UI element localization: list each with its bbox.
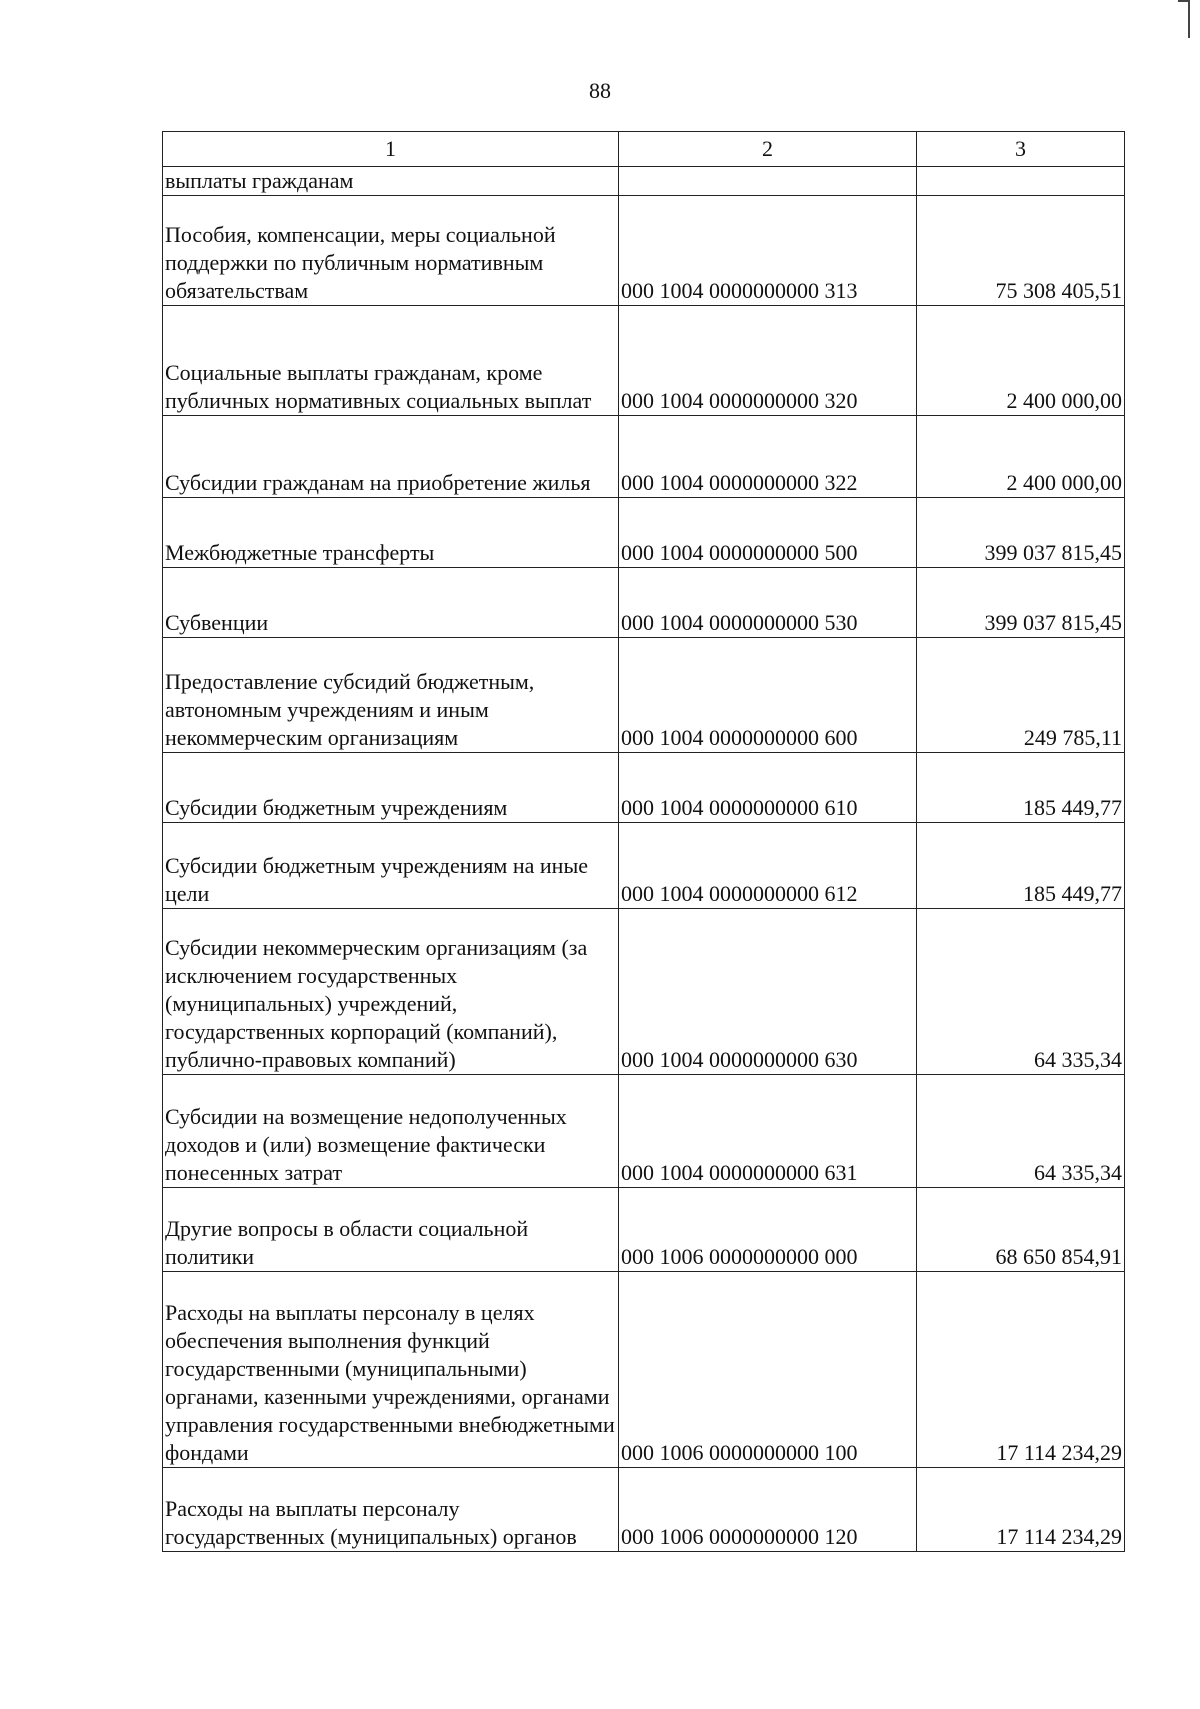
row-code: 000 1004 0000000000 313 bbox=[619, 196, 917, 306]
table-row bbox=[163, 1188, 1125, 1272]
row-name: Субвенции bbox=[163, 568, 619, 638]
row-code: 000 1004 0000000000 500 bbox=[619, 498, 917, 568]
row-code: 000 1004 0000000000 320 bbox=[619, 306, 917, 416]
row-name: Субсидии бюджетным учреждениям на иные цели bbox=[163, 823, 619, 909]
table-row bbox=[163, 498, 1125, 568]
row-code: 000 1004 0000000000 322 bbox=[619, 416, 917, 498]
table-row bbox=[163, 753, 1125, 823]
row-amount bbox=[917, 167, 1125, 196]
table-row bbox=[163, 167, 1125, 196]
column-header-name: 1 bbox=[163, 132, 619, 167]
table-row bbox=[163, 1075, 1125, 1188]
row-name: Предоставление субсидий бюджетным, автономным учреждениям и иным некоммерческим организациям bbox=[163, 638, 619, 753]
row-code: 000 1006 0000000000 000 bbox=[619, 1188, 917, 1272]
row-name: выплаты гражданам bbox=[163, 167, 619, 196]
row-amount: 2 400 000,00 bbox=[917, 416, 1125, 498]
row-name: Субсидии некоммерческим организациям (за исключением государственных (муниципальных) учреждений, государственных корпораций (компаний), публично-правовых компаний) bbox=[163, 909, 619, 1075]
table-row bbox=[163, 1468, 1125, 1552]
row-amount: 17 114 234,29 bbox=[917, 1272, 1125, 1468]
row-code: 000 1004 0000000000 630 bbox=[619, 909, 917, 1075]
row-name: Субсидии гражданам на приобретение жилья bbox=[163, 416, 619, 498]
row-amount: 399 037 815,45 bbox=[917, 498, 1125, 568]
table-row bbox=[163, 568, 1125, 638]
row-code: 000 1004 0000000000 631 bbox=[619, 1075, 917, 1188]
row-amount: 2 400 000,00 bbox=[917, 306, 1125, 416]
row-code: 000 1006 0000000000 100 bbox=[619, 1272, 917, 1468]
row-code bbox=[619, 167, 917, 196]
row-amount: 75 308 405,51 bbox=[917, 196, 1125, 306]
row-amount: 249 785,11 bbox=[917, 638, 1125, 753]
table-row bbox=[163, 638, 1125, 753]
row-amount: 68 650 854,91 bbox=[917, 1188, 1125, 1272]
row-amount: 185 449,77 bbox=[917, 753, 1125, 823]
row-code: 000 1004 0000000000 612 bbox=[619, 823, 917, 909]
column-header-amount: 3 bbox=[917, 132, 1125, 167]
row-code: 000 1004 0000000000 600 bbox=[619, 638, 917, 753]
table-row bbox=[163, 416, 1125, 498]
row-code: 000 1006 0000000000 120 bbox=[619, 1468, 917, 1552]
table-row bbox=[163, 196, 1125, 306]
row-amount: 185 449,77 bbox=[917, 823, 1125, 909]
row-code: 000 1004 0000000000 610 bbox=[619, 753, 917, 823]
row-amount: 17 114 234,29 bbox=[917, 1468, 1125, 1552]
row-name: Субсидии на возмещение недополученных доходов и (или) возмещение фактически понесенных затрат bbox=[163, 1075, 619, 1188]
row-name: Другие вопросы в области социальной политики bbox=[163, 1188, 619, 1272]
row-amount: 399 037 815,45 bbox=[917, 568, 1125, 638]
row-name: Социальные выплаты гражданам, кроме публичных нормативных социальных выплат bbox=[163, 306, 619, 416]
table-header-row bbox=[163, 132, 1125, 167]
budget-table bbox=[162, 131, 1125, 1552]
row-name: Межбюджетные трансферты bbox=[163, 498, 619, 568]
row-amount: 64 335,34 bbox=[917, 1075, 1125, 1188]
page-number: 88 bbox=[589, 78, 611, 103]
scan-corner-mark bbox=[1188, 0, 1190, 38]
row-name: Расходы на выплаты персоналу в целях обеспечения выполнения функций государственными (муниципальными) органами, казенными учреждениями, органами управления государственными внебюджетными фондами bbox=[163, 1272, 619, 1468]
table-row bbox=[163, 306, 1125, 416]
row-name: Субсидии бюджетным учреждениям bbox=[163, 753, 619, 823]
row-name: Расходы на выплаты персоналу государственных (муниципальных) органов bbox=[163, 1468, 619, 1552]
table-row bbox=[163, 909, 1125, 1075]
column-header-code: 2 bbox=[619, 132, 917, 167]
row-code: 000 1004 0000000000 530 bbox=[619, 568, 917, 638]
row-name: Пособия, компенсации, меры социальной поддержки по публичным нормативным обязательствам bbox=[163, 196, 619, 306]
row-amount: 64 335,34 bbox=[917, 909, 1125, 1075]
table-row bbox=[163, 1272, 1125, 1468]
table-row bbox=[163, 823, 1125, 909]
